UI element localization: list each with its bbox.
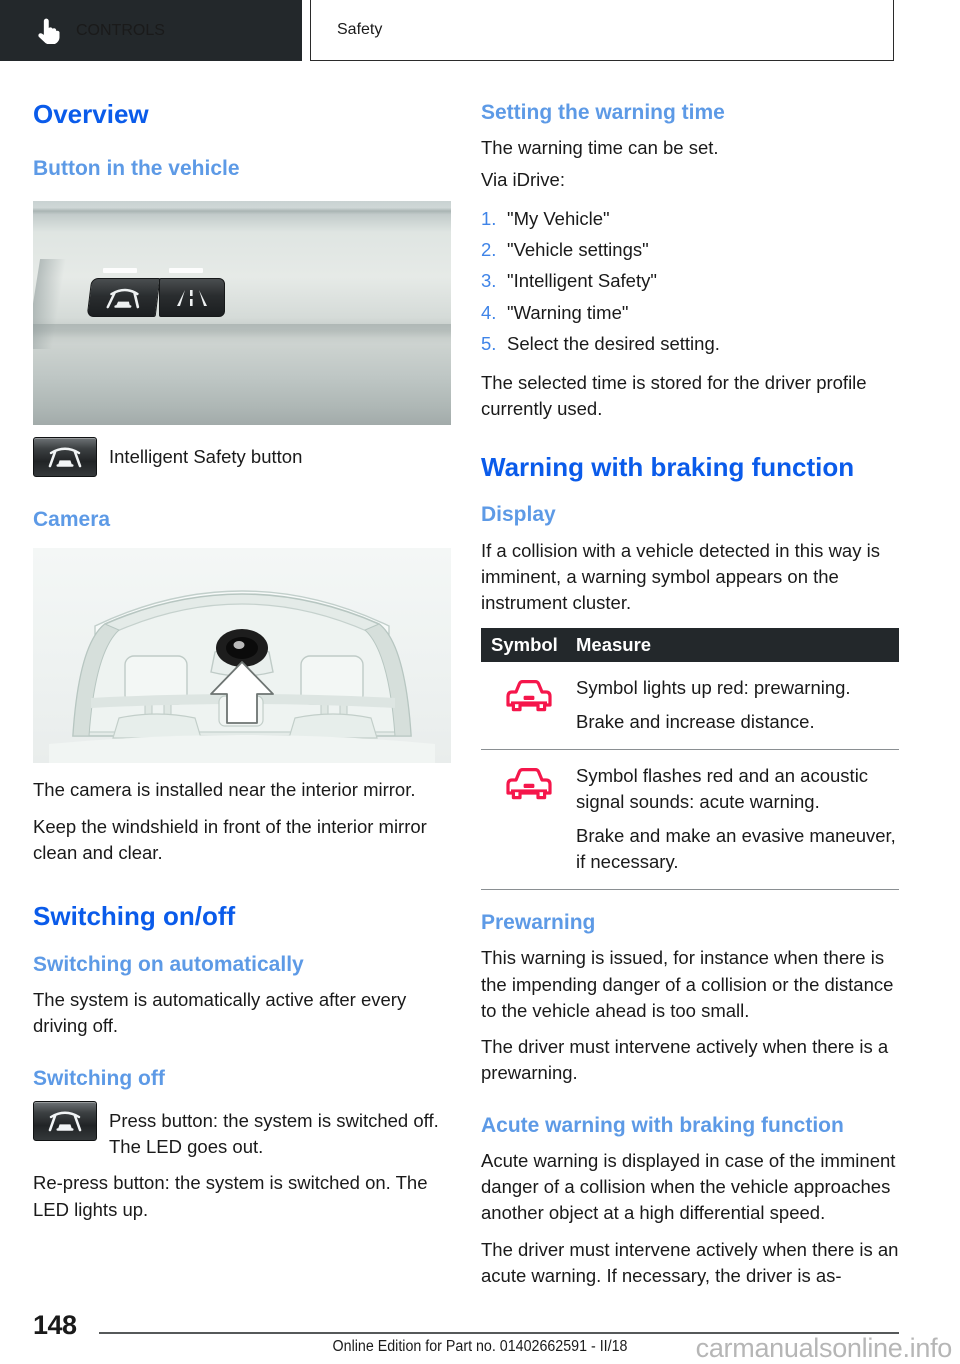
switching-off-paragraph: Re-press button: the system is switched on. The LED lights up.: [33, 1172, 428, 1220]
intelligent-safety-button-icon: [33, 437, 97, 477]
heading-switching-on-automatically: Switching on automatically: [33, 952, 304, 976]
table-cell-symbol: [481, 675, 576, 715]
page-number: 148: [33, 1310, 77, 1340]
caption-switching-off: [33, 1101, 451, 1161]
figure-camera-location: [33, 548, 451, 763]
led-indicator-left: [103, 268, 137, 273]
table-cell-measure: [576, 675, 899, 735]
tab-controls[interactable]: [0, 0, 302, 61]
pointing-hand-icon: [36, 18, 60, 44]
windshield-illustration: [33, 548, 451, 763]
caption-text: Intelligent Safety button: [109, 446, 303, 468]
page-header: [0, 0, 960, 68]
heading-button-in-the-vehicle: Button in the vehicle: [33, 156, 240, 180]
figure-dashboard-button: [33, 201, 451, 425]
page-title-overview: Overview: [33, 99, 149, 129]
list-item-label: "My Vehicle": [507, 207, 610, 229]
list-item: [481, 206, 899, 232]
tab-safety[interactable]: [310, 0, 894, 61]
lane-departure-button-physical[interactable]: [159, 278, 225, 317]
list-item-label: "Intelligent Safety": [507, 270, 657, 292]
table-row: [481, 662, 899, 750]
acute-paragraph-1: Acute warning is displayed in case of the imminent danger of a collision when the vehicle approaches another object at a high differential speed.: [481, 1149, 896, 1224]
table-row: [481, 750, 899, 890]
list-item: [481, 268, 899, 294]
tab-safety-label: Safety: [337, 21, 383, 38]
dashboard-button-pair: [89, 278, 225, 317]
red-car-front-icon: [505, 679, 553, 715]
caption-intelligent-safety-button: [33, 437, 451, 477]
warning-time-paragraph-2: Via iDrive:: [481, 169, 565, 191]
list-item: [481, 237, 899, 263]
prewarning-paragraph-2: The driver must intervene actively when there is a prewarning.: [481, 1036, 889, 1084]
heading-warning-with-braking-function: Warning with braking function: [481, 451, 855, 482]
measure-line: Brake and make an evasive maneuver, if necessary.: [576, 824, 896, 872]
heading-switching-off: Switching off: [33, 1066, 165, 1090]
lane-departure-icon: [171, 286, 213, 310]
tab-controls-label: CONTROLS: [76, 21, 165, 39]
led-indicator-right: [169, 268, 203, 273]
idrive-steps-list: [481, 206, 899, 357]
display-paragraph: If a collision with a vehicle detected in this way is imminent, a warning symbol appears on the instrument cluster.: [481, 539, 880, 614]
warning-time-paragraph-3: The selected time is stored for the driver profile currently used.: [481, 372, 867, 420]
list-item-label: "Vehicle settings": [507, 238, 649, 260]
right-column: [481, 100, 899, 1289]
intelligent-safety-button-icon: [33, 1101, 97, 1141]
acute-paragraph-2: The driver must intervene actively when there is an acute warning. If necessary, the driver is as-: [481, 1238, 899, 1286]
heading-switching-on-off: Switching on/off: [33, 901, 236, 932]
left-column: [33, 100, 451, 1223]
heading-setting-the-warning-time: Setting the warning time: [481, 101, 725, 124]
switching-off-caption-text: Press button: the system is switched off. The LED goes out.: [109, 1109, 439, 1158]
car-under-arch-icon: [42, 1108, 88, 1134]
camera-paragraph-1: The camera is installed near the interior mirror.: [33, 779, 416, 801]
car-under-arch-icon: [99, 285, 148, 311]
heading-camera: Camera: [33, 508, 111, 532]
page-footer: [0, 1300, 960, 1362]
list-item-label: "Warning time": [507, 301, 629, 323]
list-item-label: Select the desired setting.: [507, 332, 720, 354]
heading-prewarning: Prewarning: [481, 911, 596, 935]
dashboard-shadow-band: [33, 324, 451, 338]
list-item-number: 5.: [481, 332, 497, 354]
table-cell-symbol: [481, 763, 576, 803]
intelligent-safety-button-physical[interactable]: [87, 278, 161, 317]
list-item-number: 1.: [481, 207, 497, 229]
list-item-number: 3.: [481, 270, 497, 292]
symbol-measure-table: [481, 628, 899, 890]
measure-line: Symbol flashes red and an acoustic signal sounds: acute warning.: [576, 764, 869, 813]
prewarning-paragraph-1: This warning is issued, for instance when there is the impending danger of a collision or the distance to the vehicle ahead is too small.: [481, 947, 894, 1021]
table-cell-measure: [576, 763, 899, 875]
list-item: [481, 331, 899, 357]
list-item-number: 4.: [481, 301, 497, 323]
list-item-number: 2.: [481, 238, 497, 260]
heading-acute-warning-with-braking-function: Acute warning with braking function: [481, 1113, 844, 1137]
footer-edition-note: Online Edition for Part no. 01402662591 - II/18: [332, 1338, 628, 1355]
measure-line: Brake and increase distance.: [576, 710, 815, 732]
switching-on-automatically-text: The system is automatically active after every driving off.: [33, 989, 407, 1037]
camera-paragraph-2: Keep the windshield in front of the interior mirror clean and clear.: [33, 815, 427, 863]
car-under-arch-icon: [42, 444, 88, 470]
list-item: [481, 300, 899, 326]
watermark: carmanualsonline.info: [695, 1333, 952, 1363]
heading-display: Display: [481, 503, 556, 527]
table-header-row: [481, 628, 899, 662]
warning-time-paragraph-1: The warning time can be set.: [481, 137, 719, 159]
red-car-front-icon: [505, 767, 553, 803]
table-header-measure: Measure: [576, 634, 652, 656]
measure-line: Symbol lights up red: prewarning.: [576, 677, 851, 699]
table-header-symbol: Symbol: [491, 634, 558, 656]
